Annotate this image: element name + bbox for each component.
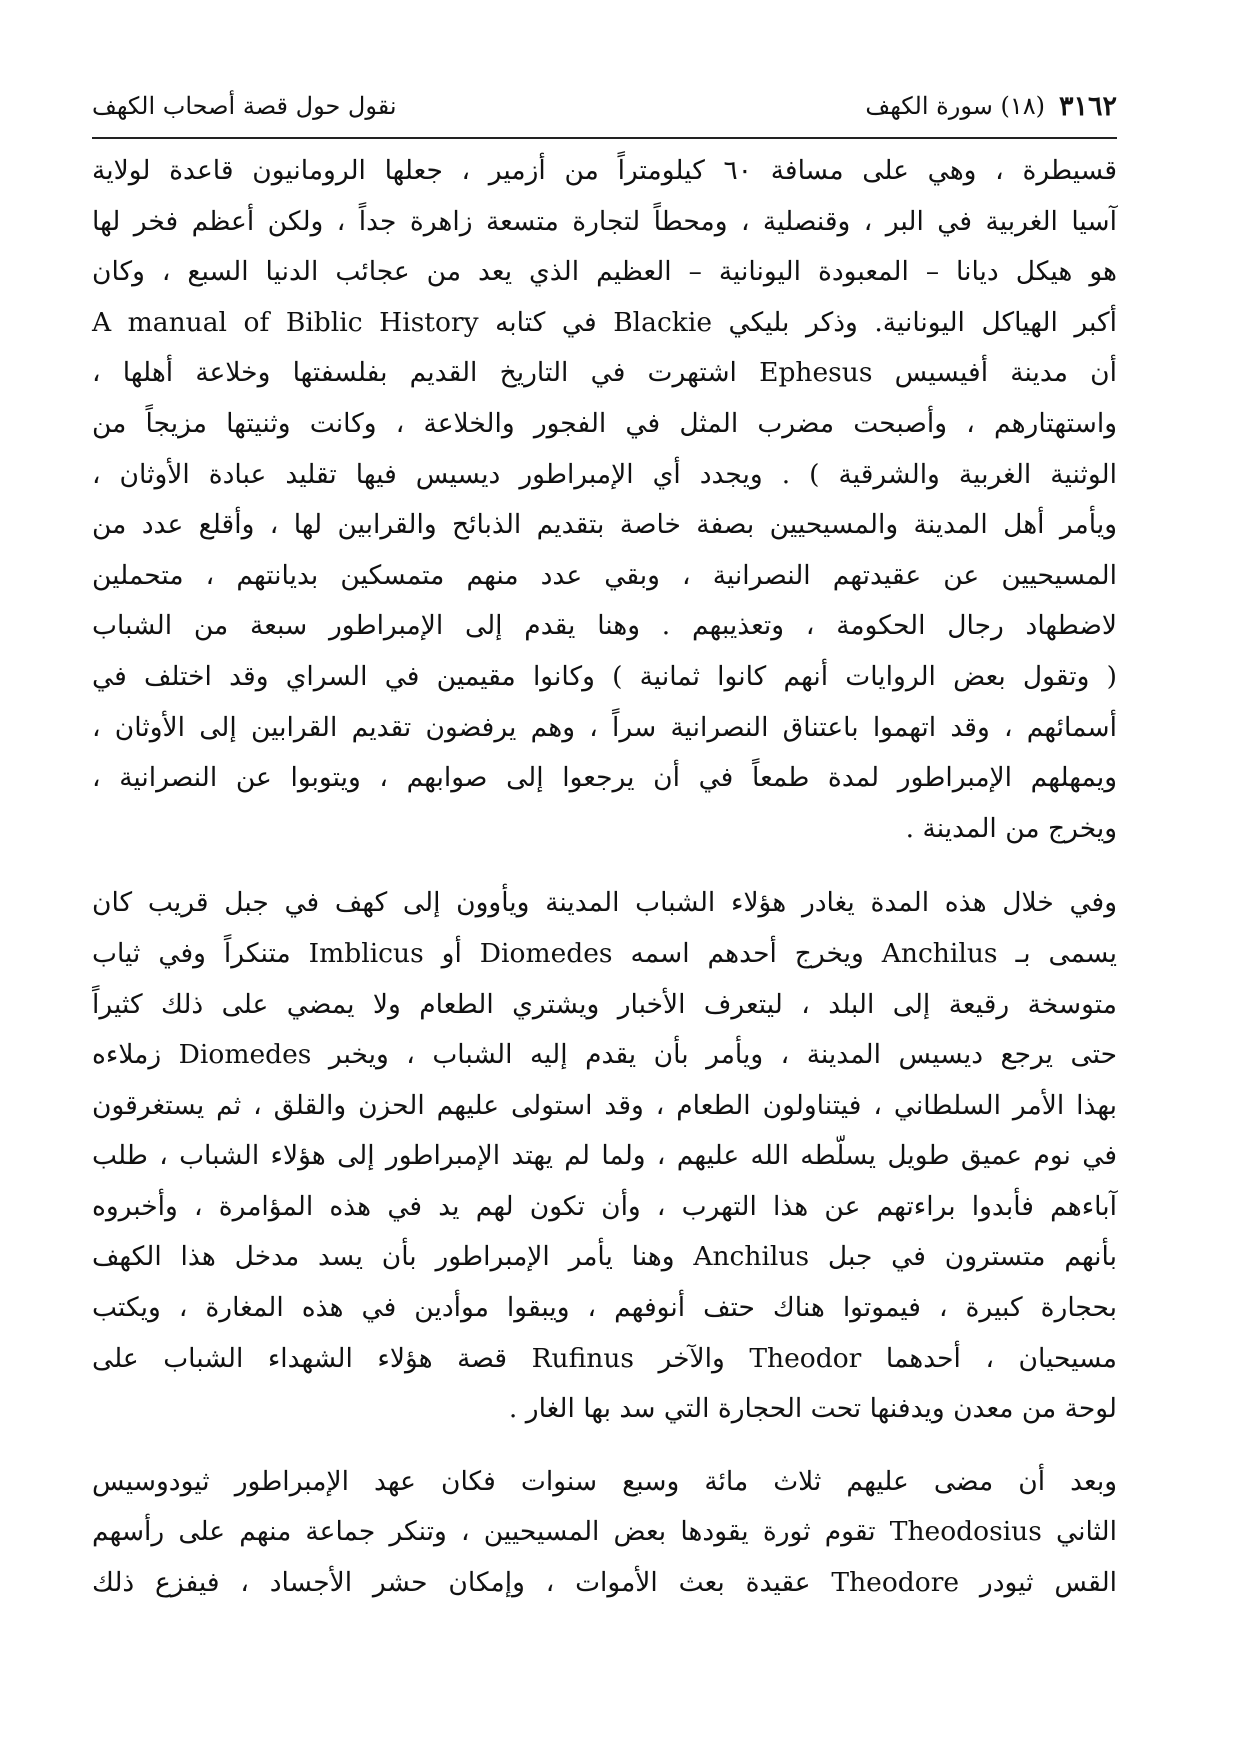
text-line: وفي خلال هذه المدة يغادر هؤلاء الشباب المدينة ويأوون إلى كهف في جبل قريب كان [92, 887, 1117, 919]
text-line: ( وتقول بعض الروايات أنهم كانوا ثمانية ) وكانوا مقيمين في السراي وقد اختلف في [92, 660, 1117, 692]
text-line: آباءهم فأبدوا براءتهم عن هذا التهرب ، وأن تكون لهم يد في هذه المؤامرة ، وأخبروه [92, 1190, 1117, 1222]
page-header [92, 82, 1117, 130]
running-title: نقول حول قصة أصحاب الكهف [92, 92, 397, 120]
text-line: بأنهم متسترون في جبل Anchilus وهنا يأمر الإمبراطور بأن يسد مدخل هذا الكهف [92, 1241, 1117, 1273]
text-line: قسيطرة ، وهي على مسافة ٦٠ كيلومتراً من أزمير ، جعلها الرومانيون قاعدة لولاية [92, 155, 1117, 186]
text-line: بحجارة كبيرة ، فيموتوا هناك حتف أنوفهم ، ويبقوا موأدين في هذه المغارة ، ويكتب [92, 1292, 1117, 1324]
text-line: المسيحيين عن عقيدتهم النصرانية ، وبقي عدد منهم متمسكين بديانتهم ، متحملين [92, 559, 1117, 591]
page-number: ٣١٦٢ [1058, 90, 1117, 122]
text-line: بهذا الأمر السلطاني ، فيتناولون الطعام ، وقد استولى عليهم الحزن والقلق ، ثم يستغرقون [92, 1089, 1117, 1121]
paragraph-1 [92, 146, 1117, 854]
text-line: وبعد أن مضى عليهم ثلاث مائة وسبع سنوات فكان عهد الإمبراطور ثيودوسيس [92, 1465, 1117, 1497]
chapter-label: (١٨) سورة الكهف [865, 92, 1045, 120]
body-text [92, 146, 1117, 1609]
text-line: واستهتارهم ، وأصبحت مضرب المثل في الفجور والخلاعة ، وكانت وثنيتها مزيجاً من [92, 407, 1117, 439]
text-line: آسيا الغربية في البر ، وقنصلية ، ومحطاً لتجارة متسعة زاهرة جداً ، ولكن أعظم فخر لها [92, 205, 1117, 237]
text-line: الثاني Theodosius تقوم ثورة يقودها بعض المسيحيين ، وتنكر جماعة منهم على رأسهم [92, 1516, 1117, 1548]
text-line: الوثنية الغربية والشرقية ) . ويجدد أي الإمبراطور ديسيس فيها تقليد عبادة الأوثان ، [92, 458, 1117, 490]
text-line: لوحة من معدن ويدفنها تحت الحجارة التي سد بها الغار . [508, 1393, 1117, 1425]
text-line: ويأمر أهل المدينة والمسيحيين بصفة خاصة بتقديم الذبائح والقرابين لها ، وأقلع عدد من [92, 509, 1117, 541]
paragraph-gap [92, 1435, 1117, 1457]
paragraph-3 [92, 1457, 1117, 1609]
text-line: أن مدينة أفيسيس Ephesus اشتهرت في التاريخ القديم بفلسفتها وخلاعة أهلها ، [92, 357, 1117, 389]
text-line: أكبر الهياكل اليونانية. وذكر بليكي Blackie في كتابه A manual of Biblic History [92, 306, 1118, 338]
text-line: يسمى بـ Anchilus ويخرج أحدهم اسمه Diomedes أو Imblicus متنكراً وفي ثياب [92, 937, 1117, 969]
text-line: ويخرج من المدينة . [905, 812, 1117, 844]
text-line: لاضطهاد رجال الحكومة ، وتعذيبهم . وهنا يقدم إلى الإمبراطور سبعة من الشباب [92, 610, 1117, 642]
header-right [865, 91, 1117, 122]
paragraph-gap [92, 854, 1117, 878]
text-line: أسمائهم ، وقد اتهموا باعتناق النصرانية سراً ، وهم يرفضون تقديم القرابين إلى الأوثان ، [92, 711, 1117, 743]
paragraph-2 [92, 878, 1117, 1435]
text-line: متوسخة رقيعة إلى البلد ، ليتعرف الأخبار ويشتري الطعام ولا يمضي على ذلك كثيراً [92, 988, 1117, 1020]
text-line: في نوم عميق طويل يسلّطه الله عليهم ، ولما لم يهتد الإمبراطور إلى هؤلاء الشباب ، طلب [92, 1140, 1117, 1172]
text-line: ويمهلهم الإمبراطور لمدة طمعاً في أن يرجعوا إلى صوابهم ، ويتوبوا عن النصرانية ، [92, 762, 1117, 794]
text-line: حتى يرجع ديسيس المدينة ، ويأمر بأن يقدم إليه الشباب ، ويخبر Diomedes زملاءه [92, 1039, 1117, 1071]
text-line: القس ثيودر Theodore عقيدة بعث الأموات ، وإمكان حشر الأجساد ، فيفزع ذلك [92, 1567, 1118, 1599]
text-line: مسيحيان ، أحدهما Theodor والآخر Rufinus قصة هؤلاء الشهداء الشباب على [92, 1342, 1117, 1374]
text-line: هو هيكل ديانا – المعبودة اليونانية – العظيم الذي يعد من عجائب الدنيا السبع ، وكان [92, 256, 1117, 288]
header-rule [92, 137, 1117, 139]
